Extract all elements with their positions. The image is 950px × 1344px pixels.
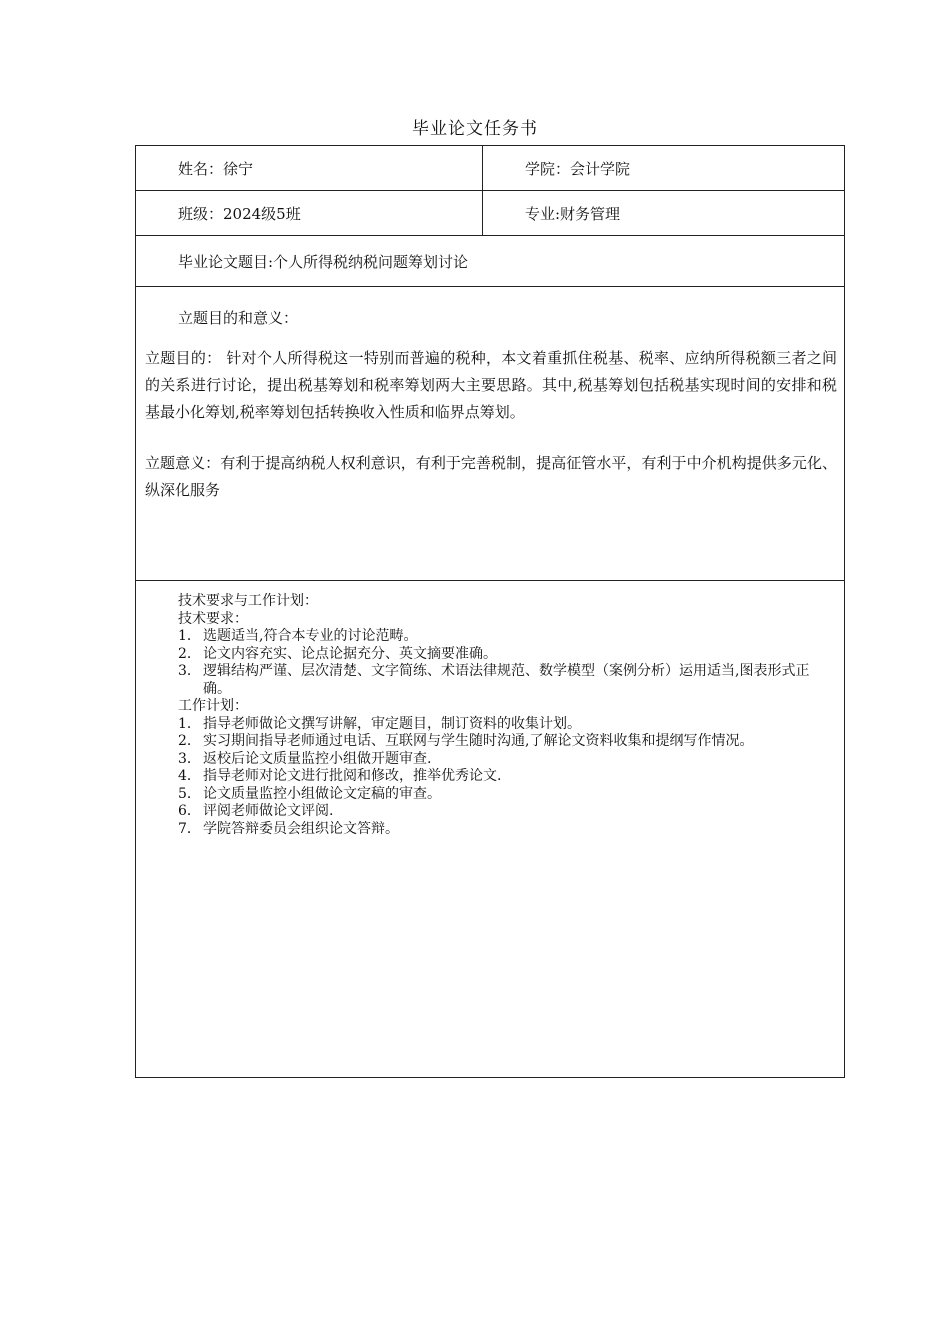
- college-field: 学院：会计学院: [525, 159, 631, 178]
- item-text: 选题适当,符合本专业的讨论范畴。: [203, 628, 418, 644]
- item-text: 论文内容充实、论点论据充分、英文摘要准确。: [203, 645, 497, 662]
- item-text: 实习期间指导老师通过电话、互联网与学生随时沟通,了解论文资料收集和提纲写作情况。: [203, 733, 754, 749]
- thesis-title-row: [136, 236, 844, 287]
- item-number: 6．: [178, 803, 201, 819]
- item-number: 1．: [178, 715, 201, 732]
- item-text: 返校后论文质量监控小组做开题审查.: [203, 750, 432, 767]
- item-text: 论文质量监控小组做论文定稿的审查。: [203, 785, 441, 802]
- list-item: [136, 733, 844, 751]
- class-field: 班级：2024级5班: [136, 191, 483, 235]
- item-number: 3．: [178, 663, 201, 679]
- task-form-table: [135, 145, 845, 1078]
- thesis-title-field: 毕业论文题目:个人所得税纳税问题筹划讨论: [178, 252, 469, 271]
- item-text: 逻辑结构严谨、层次清楚、文字简练、术语法律规范、数学模型（案例分析）运用适当,图表形式正确。: [203, 663, 810, 697]
- item-number: 3．: [178, 750, 201, 767]
- plan-section: [136, 581, 844, 1077]
- work-plan-list: [136, 716, 844, 839]
- item-text: 评阅老师做论文评阅.: [203, 803, 334, 819]
- tech-requirements-list: [136, 628, 844, 698]
- purpose-text: 立题目的： 针对个人所得税这一特别而普遍的税种，本文着重抓住税基、税率、应纳所得税额三者之间的关系进行讨论，提出税基筹划和税率筹划两大主要思路。其中,税基筹划包括税基实现时间的安排和税基最小化筹划,税率筹划包括转换收入性质和临界点筹划。: [145, 349, 837, 421]
- item-number: 2．: [178, 733, 201, 749]
- item-text: 学院答辩委员会组织论文答辩。: [203, 820, 399, 837]
- list-item: [136, 821, 844, 839]
- purpose-section: [136, 287, 844, 581]
- purpose-heading: 立题目的和意义：: [178, 309, 299, 327]
- plan-heading: 技术要求与工作计划：: [178, 593, 318, 609]
- item-number: 5．: [178, 785, 201, 802]
- list-item: [136, 786, 844, 804]
- name-field: 姓名：徐宁: [136, 146, 483, 190]
- list-item: [136, 751, 844, 769]
- plan-content: [136, 593, 844, 838]
- name-college-row: [136, 146, 844, 191]
- item-number: 1．: [178, 628, 201, 644]
- item-number: 4．: [178, 768, 201, 784]
- item-number: 2．: [178, 645, 201, 662]
- list-item: [136, 768, 844, 786]
- page-title: 毕业论文任务书: [412, 119, 538, 139]
- item-text: 指导老师做论文撰写讲解，审定题目，制订资料的收集计划。: [203, 715, 581, 732]
- item-number: 7．: [178, 820, 201, 837]
- item-text: 指导老师对论文进行批阅和修改，推举优秀论文.: [203, 768, 502, 784]
- work-heading: 工作计划：: [178, 698, 248, 714]
- list-item: [136, 628, 844, 646]
- class-major-row: [136, 191, 844, 236]
- significance-text: 立题意义：有利于提高纳税人权利意识，有利于完善税制，提高征管水平，有利于中介机构提供多元化、纵深化服务: [145, 454, 837, 499]
- tech-heading: 技术要求：: [178, 610, 248, 627]
- list-item: [136, 716, 844, 734]
- list-item: [136, 803, 844, 821]
- list-item: [136, 646, 844, 664]
- list-item: [136, 663, 844, 698]
- major-field: 专业:财务管理: [525, 204, 621, 223]
